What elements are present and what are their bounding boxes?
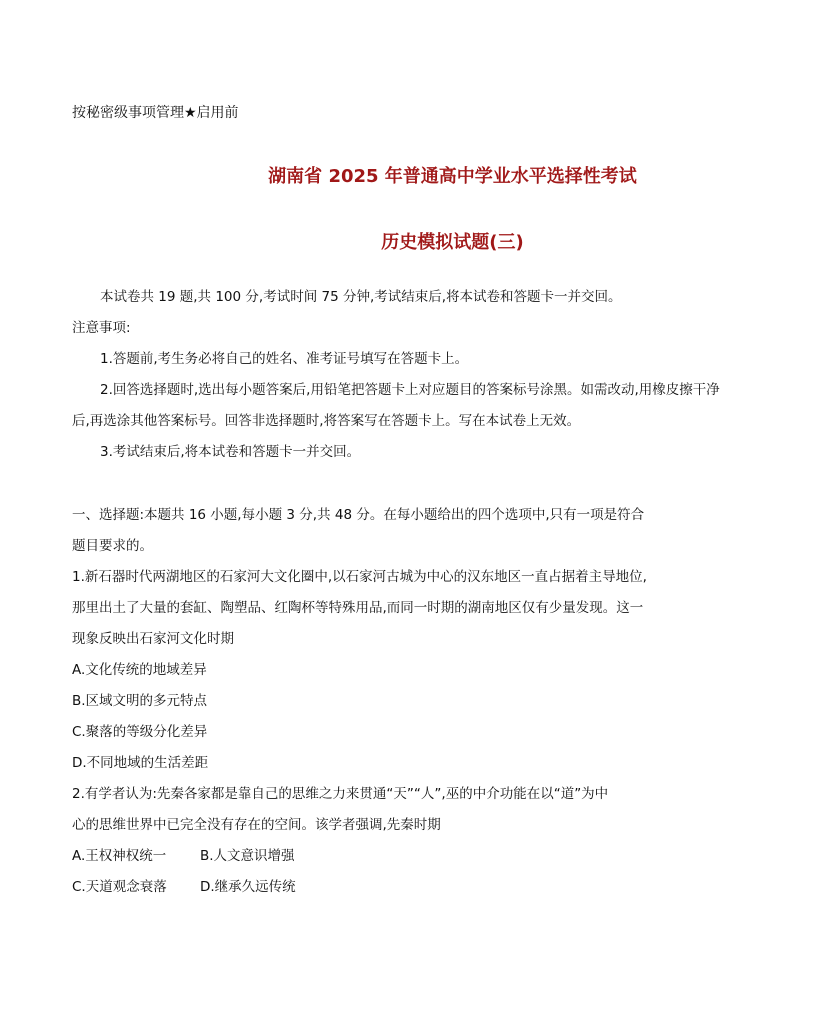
q1-stem-line-2: 那里出土了大量的套缸、陶塑品、红陶杯等特殊用品,而同一时期的湖南地区仅有少量发现。这一 [72, 600, 644, 616]
exam-title: 湖南省 2025 年普通高中学业水平选择性考试 [268, 166, 637, 187]
q2-stem-line-1: 2.有学者认为:先秦各家都是靠自己的思维之力来贯通“天”“人”,巫的中介功能在以“道”为中 [72, 786, 609, 802]
q2-option-b: B.人文意识增强 [200, 848, 295, 864]
q1-stem-line-1: 1.新石器时代两湖地区的石家河大文化圈中,以石家河古城为中心的汉东地区一直占据着主导地位, [72, 569, 647, 585]
note-2-line-2: 后,再选涂其他答案标号。回答非选择题时,将答案写在答题卡上。写在本试卷上无效。 [72, 413, 581, 429]
q2-stem-line-2: 心的思维世界中已完全没有存在的空间。该学者强调,先秦时期 [72, 817, 441, 833]
intro-summary: 本试卷共 19 题,共 100 分,考试时间 75 分钟,考试结束后,将本试卷和答题卡一并交回。 [100, 289, 622, 305]
q1-option-c: C.聚落的等级分化差异 [72, 724, 208, 740]
note-3: 3.考试结束后,将本试卷和答题卡一并交回。 [100, 444, 361, 460]
q1-option-b: B.区域文明的多元特点 [72, 693, 208, 709]
q1-option-d: D.不同地域的生活差距 [72, 755, 209, 771]
note-1: 1.答题前,考生务必将自己的姓名、准考证号填写在答题卡上。 [100, 351, 469, 367]
section-heading-line-1: 一、选择题:本题共 16 小题,每小题 3 分,共 48 分。在每小题给出的四个选项中,只有一项是符合 [72, 507, 645, 523]
q2-option-a: A.王权神权统一 [72, 848, 167, 864]
section-heading-line-2: 题目要求的。 [72, 538, 153, 554]
q2-option-c: C.天道观念衰落 [72, 879, 167, 895]
q2-option-d: D.继承久远传统 [200, 879, 296, 895]
note-2-line-1: 2.回答选择题时,选出每小题答案后,用铅笔把答题卡上对应题目的答案标号涂黑。如需改动,用橡皮擦干净 [100, 382, 720, 398]
q1-stem-line-3: 现象反映出石家河文化时期 [72, 631, 234, 647]
q1-option-a: A.文化传统的地域差异 [72, 662, 207, 678]
secret-level-label: 按秘密级事项管理★启用前 [72, 105, 239, 121]
exam-subtitle: 历史模拟试题(三) [381, 232, 524, 253]
notes-heading: 注意事项: [72, 320, 131, 336]
